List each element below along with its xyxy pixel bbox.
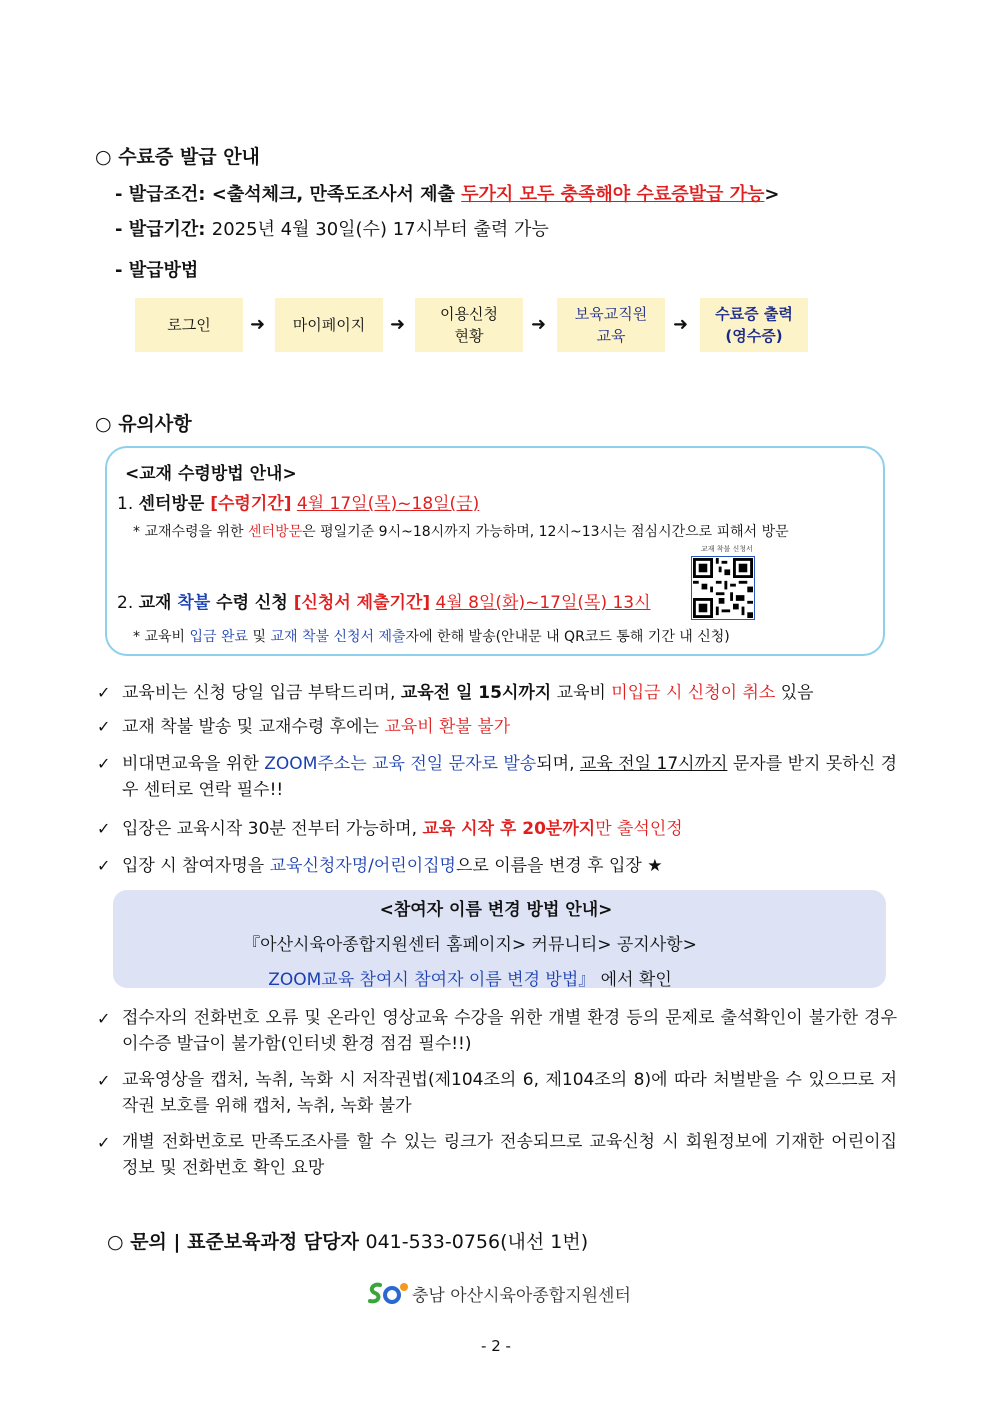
check-icon: ✓ xyxy=(97,683,111,702)
check-icon: ✓ xyxy=(97,754,111,773)
qr-caption: 교재 착불 신청서 xyxy=(701,545,753,553)
bullet-payment: 교육비는 신청 당일 입금 부탁드리며, 교육전 일 15시까지 교육비 미입금 시 신청이 취소 있음 xyxy=(122,683,814,703)
textbook-item-1: 1. 센터방문 [수령기간] 4월 17일(목)~18일(금) xyxy=(117,494,480,514)
step-mypage: 마이페이지 xyxy=(275,298,383,352)
check-icon: ✓ xyxy=(97,1133,111,1152)
bullet-entry-time: 입장은 교육시작 30분 전부터 가능하며, 교육 시작 후 20분까지만 출석인정 xyxy=(122,819,683,839)
bullet-refund: 교재 착불 발송 및 교재수령 후에는 교육비 환불 불가 xyxy=(122,717,511,737)
org-name: 충남 아산시육아종합지원센터 xyxy=(412,1285,631,1306)
contact-line: ○ 문의 | 표준보육과정 담당자 041-533-0756(내선 1번) xyxy=(107,1231,589,1253)
arrow-icon: ➜ xyxy=(390,314,406,335)
page-number: - 2 - xyxy=(481,1337,511,1355)
bullet-survey: 개별 전화번호로 만족도조사를 할 수 있는 링크가 전송되므로 교육신청 시 회원정보에 기재한 어린이집 정보 및 전화번호 확인 요망 xyxy=(122,1132,897,1178)
arrow-icon: ➜ xyxy=(250,314,266,335)
step-login: 로그인 xyxy=(135,298,243,352)
name-change-title: <참여자 이름 변경 방법 안내> xyxy=(379,900,613,920)
textbook-item-1-note: * 교재수령을 위한 센터방문은 평일기준 9시~18시까지 가능하며, 12시~13시는 점심시간으로 피해서 방문 xyxy=(133,524,789,540)
certificate-heading: ○ 수료증 발급 안내 xyxy=(95,146,260,168)
arrow-icon: ➜ xyxy=(673,314,689,335)
check-icon: ✓ xyxy=(97,819,111,838)
textbook-item-2-note: * 교육비 입금 완료 및 교재 착불 신청서 제출자에 한해 발송(안내문 내 QR코드 통해 기간 내 신청) xyxy=(133,629,730,645)
name-change-path: 『아산시육아종합지원센터 홈페이지> 커뮤니티> 공지사항> xyxy=(243,935,697,955)
bullet-attendance: 접수자의 전화번호 오류 및 온라인 영상교육 수강을 위한 개별 환경 등의 문제로 출석확인이 불가한 경우 이수증 발급이 불가함(인터넷 환경 점검 필수!!) xyxy=(122,1008,897,1054)
qr-code-icon[interactable] xyxy=(691,556,755,620)
step-teacher-education: 보육교직원 교육 xyxy=(557,298,665,352)
org-logo xyxy=(366,1279,631,1307)
step-application-status: 이용신청 현황 xyxy=(415,298,523,352)
bullet-entry-name: 입장 시 참여자명을 교육신청자명/어린이집명으로 이름을 변경 후 입장 ★ xyxy=(122,856,663,876)
check-icon: ✓ xyxy=(97,1009,111,1028)
bullet-copyright: 교육영상을 캡처, 녹취, 녹화 시 저작권법(제104조의 6, 제104조의 8)에 따라 처벌받을 수 있으므로 저작권 보호를 위해 캡처, 녹취, 녹화 불가 xyxy=(122,1070,897,1116)
issue-method-label: - 발급방법 xyxy=(115,260,199,281)
check-icon: ✓ xyxy=(97,1071,111,1090)
textbook-item-2: 2. 교재 착불 수령 신청 [신청서 제출기간] 4월 8일(화)~17일(목) 13시 xyxy=(117,593,651,613)
arrow-icon: ➜ xyxy=(531,314,547,335)
org-logo-icon xyxy=(366,1279,410,1307)
notice-heading: ○ 유의사항 xyxy=(95,413,192,435)
name-change-path-end: ZOOM교육 참여시 참여자 이름 변경 방법』 에서 확인 xyxy=(268,970,672,990)
textbook-box-title: <교재 수령방법 안내> xyxy=(125,464,297,484)
check-icon: ✓ xyxy=(97,717,111,736)
bullet-zoom: 비대면교육을 위한 ZOOM주소는 교육 전일 문자로 발송되며, 교육 전일 17시까지 문자를 받지 못하신 경우 센터로 연락 필수!! xyxy=(122,754,897,800)
step-print-certificate: 수료증 출력 (영수증) xyxy=(700,298,808,352)
issue-period: - 발급기간: 2025년 4월 30일(수) 17시부터 출력 가능 xyxy=(115,219,549,240)
issue-condition: - 발급조건: <출석체크, 만족도조사서 제출 두가지 모두 충족해야 수료증발급 가능> xyxy=(115,184,780,205)
check-icon: ✓ xyxy=(97,856,111,875)
